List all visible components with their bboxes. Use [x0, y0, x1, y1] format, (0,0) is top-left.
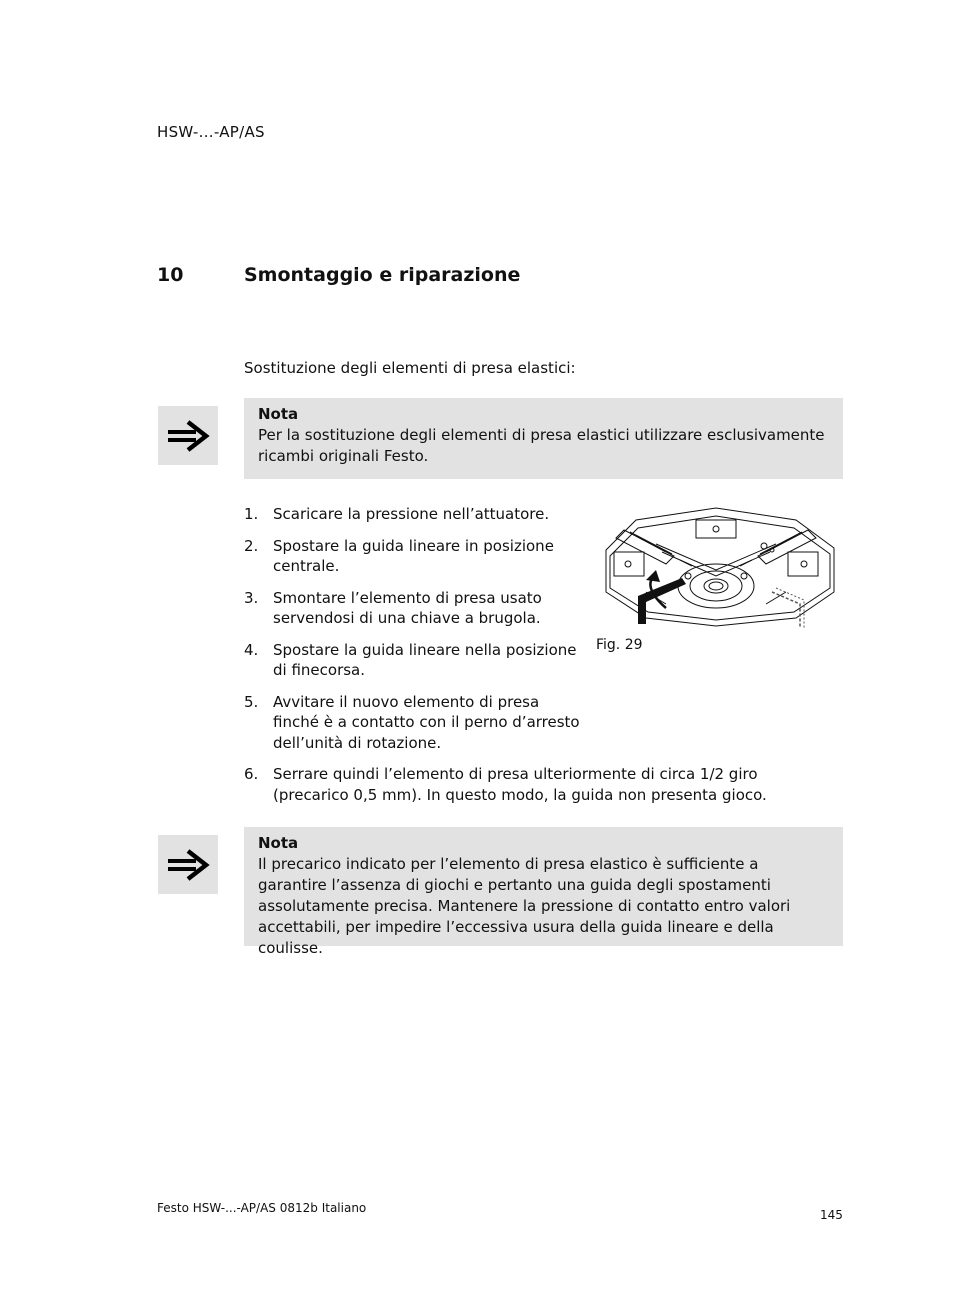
step-number: 1. [244, 505, 259, 523]
step-text: Scaricare la pressione nell’attuatore. [273, 505, 550, 523]
step-number: 4. [244, 640, 259, 659]
step-text: Smontare l’elemento di presa usato servendosi di una chiave a brugola. [273, 588, 542, 627]
gripper-illustration [596, 500, 844, 632]
step-number: 6. [244, 765, 259, 783]
list-item [244, 692, 583, 754]
arrow-right-icon [166, 419, 210, 453]
step-text: Serrare quindi l’elemento di presa ulteriormente di circa 1/2 giro (precarico 0,5 mm). In questo modo, la guida non presenta gioco. [273, 765, 767, 804]
step-text: Spostare la guida lineare in posizione centrale. [273, 536, 554, 575]
step-number: 3. [244, 588, 259, 607]
list-item [244, 536, 583, 577]
step-number: 5. [244, 692, 259, 711]
list-item [244, 588, 583, 629]
figure-29-drawing [596, 500, 844, 632]
page-number: 145 [820, 1208, 843, 1222]
section-title: Smontaggio e riparazione [244, 264, 521, 286]
note-box [244, 827, 843, 957]
note-title: Nota [258, 834, 299, 852]
running-header: HSW-...-AP/AS [157, 123, 265, 141]
note-body: Il precarico indicato per l’elemento di presa elastico è sufficiente a garantire l’assenza di giochi e pertanto una guida degli spostamenti assolutamente precisa. Mantenere la pressione di contatto entro valori accettabili, per impedire l’eccessiva usura della guida lineare e della coulisse. [258, 855, 791, 957]
note-arrow-icon [158, 835, 218, 894]
list-item [244, 640, 583, 681]
step-text: Spostare la guida lineare nella posizione di finecorsa. [273, 640, 577, 679]
note-body: Per la sostituzione degli elementi di presa elastici utilizzare esclusivamente ricambi originali Festo. [258, 426, 825, 465]
list-item [244, 504, 583, 525]
step-number: 2. [244, 536, 259, 555]
intro-text: Sostituzione degli elementi di presa elastici: [244, 359, 576, 377]
section-number: 10 [157, 264, 184, 286]
list-item [244, 764, 793, 805]
note-title: Nota [258, 405, 299, 423]
step-text: Avvitare il nuovo elemento di presa finché è a contatto con il perno d’arresto dell’unità di rotazione. [273, 692, 580, 752]
arrow-right-icon [166, 848, 210, 882]
note-box [244, 398, 843, 479]
figure-caption: Fig. 29 [596, 637, 643, 653]
footer-doc-info: Festo HSW-...-AP/AS 0812b Italiano [157, 1201, 367, 1215]
note-arrow-icon [158, 406, 218, 465]
